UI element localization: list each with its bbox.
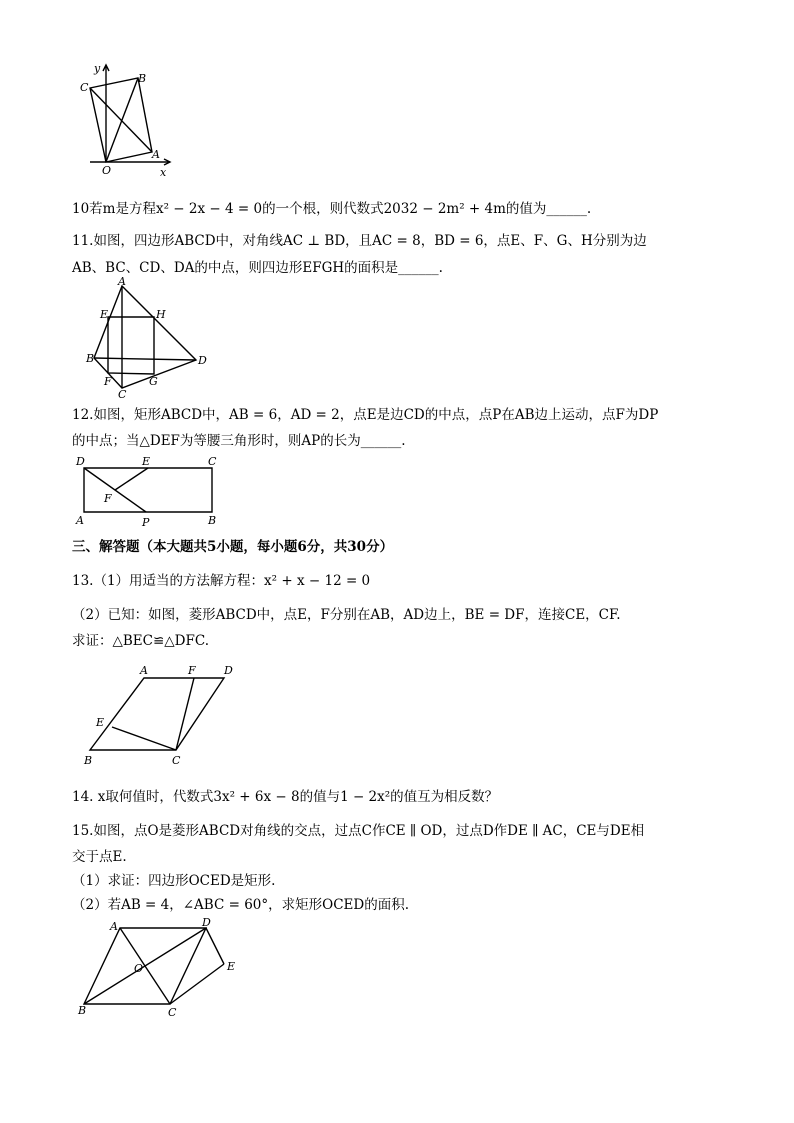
label-B: B (208, 514, 217, 527)
question-12-line1: 12.如图，矩形ABCD中，AB = 6，AD = 2，点E是边CD的中点，点P在AB边上运动，点F为DP (72, 407, 659, 423)
rectangle-EFGH (108, 317, 154, 374)
question-13-part1: 13.（1）用适当的方法解方程：x² + x − 12 = 0 (72, 573, 371, 589)
figure-rectangle-ABCD (74, 454, 224, 530)
label-P: P (142, 516, 150, 529)
question-13-part2-line1: （2）已知：如图，菱形ABCD中，点E，F分别在AB，AD边上，BE = DF，连接CE，CF. (72, 607, 621, 623)
label-D: D (76, 455, 85, 468)
segment-DE (206, 928, 224, 964)
question-12-line2: 的中点；当△DEF为等腰三角形时，则AP的长为______. (72, 433, 406, 449)
label-E: E (100, 308, 109, 321)
label-A: A (118, 275, 126, 288)
question-11-line1: 11.如图，四边形ABCD中，对角线AC ⊥ BD，且AC = 8，BD = 6，点E、F、G、H分别为边 (72, 233, 647, 249)
figure-rhombus-OCED (74, 918, 246, 1018)
label-E: E (142, 455, 151, 468)
question-13-part2-line2: 求证：△BEC≌△DFC. (72, 633, 210, 649)
label-C: C (172, 754, 181, 767)
label-y: y (94, 62, 101, 75)
question-11-line2: AB、BC、CD、DA的中点，则四边形EFGH的面积是______. (72, 260, 443, 276)
label-F: F (104, 492, 112, 505)
label-F: F (188, 664, 196, 677)
label-B: B (86, 352, 95, 365)
diagonal-OB (106, 78, 138, 162)
figure-rhombus-BEC-DFC (82, 662, 242, 768)
question-14: 14. x取何值时，代数式3x² + 6x − 8的值与1 − 2x²的值互为相反数？ (72, 789, 499, 805)
label-H: H (156, 308, 166, 321)
label-A: A (152, 148, 160, 161)
label-A: A (110, 920, 118, 933)
rhombus-ABCD (90, 678, 224, 750)
label-C: C (80, 81, 89, 94)
diagonal-CA (90, 88, 152, 152)
label-x: x (160, 166, 167, 179)
segment-FC (176, 678, 194, 750)
figure-coordinate-parallelogram (78, 60, 178, 180)
figure-quadrilateral-EFGH (86, 275, 216, 401)
label-B: B (138, 72, 147, 85)
label-O: O (134, 962, 144, 975)
label-C: C (118, 388, 127, 401)
label-F: F (104, 375, 112, 388)
question-15-line1: 15.如图，点O是菱形ABCD对角线的交点，过点C作CE ∥ OD，过点D作DE ∥ AC，CE与DE相 (72, 823, 645, 839)
label-D: D (224, 664, 233, 677)
label-D: D (198, 354, 207, 367)
label-A: A (140, 664, 148, 677)
segment-EC (112, 727, 176, 750)
label-C: C (168, 1006, 177, 1019)
question-10: 10若m是方程x² − 2x − 4 = 0的一个根，则代数式2032 − 2m² + 4m的值为______. (72, 201, 592, 217)
label-D: D (202, 916, 211, 929)
label-B: B (78, 1004, 87, 1017)
question-15-line2: 交于点E. (72, 849, 127, 865)
label-E: E (96, 716, 105, 729)
segment-CE (170, 964, 224, 1004)
label-A: A (76, 514, 84, 527)
question-15-part1: （1）求证：四边形OCED是矩形. (72, 873, 276, 889)
section-3-heading: 三、解答题（本大题共5小题，每小题6分，共30分） (72, 539, 394, 555)
label-G: G (149, 375, 158, 388)
label-B: B (84, 754, 93, 767)
diagonal-BD (94, 358, 196, 360)
label-E: E (227, 960, 236, 973)
label-C: C (208, 455, 217, 468)
label-O: O (102, 164, 112, 177)
rectangle-ABCD (84, 468, 212, 512)
segment-FE (115, 468, 148, 490)
question-15-part2: （2）若AB = 4，∠ABC = 60°，求矩形OCED的面积. (72, 897, 409, 913)
